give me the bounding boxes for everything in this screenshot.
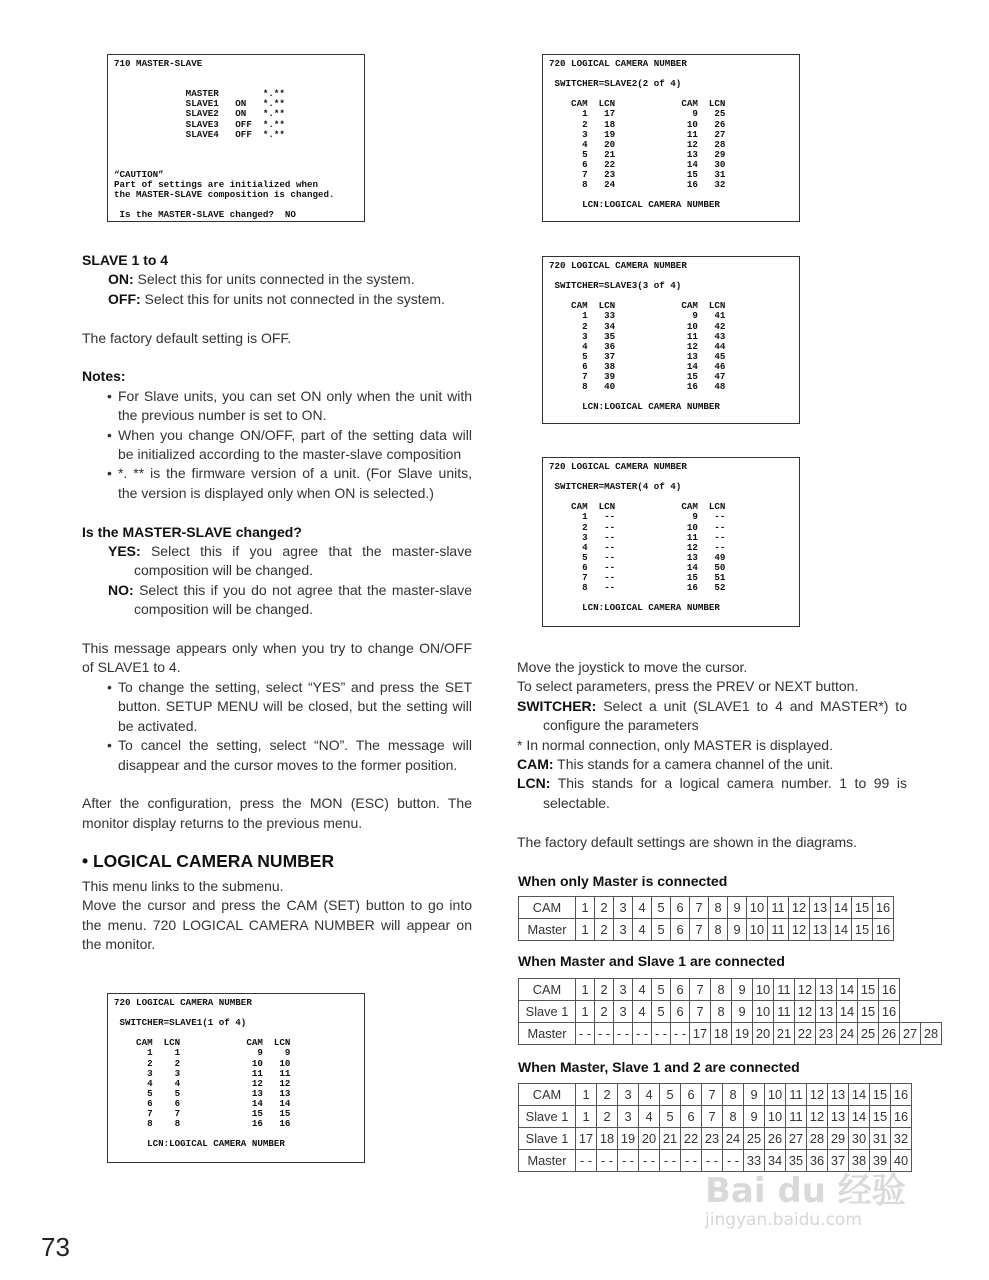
row-header-cell: CAM	[519, 1084, 576, 1106]
lcn-table-master-slave1-2	[518, 1083, 912, 1172]
table-cell: 4	[633, 897, 652, 919]
table-cell: - -	[723, 1150, 744, 1172]
after-configuration: After the configuration, press the MON (ESC) button. The monitor display returns to the previous menu.	[82, 795, 472, 831]
watermark-logo: Bai du 经验	[705, 1171, 906, 1211]
table-cell: 16	[879, 1001, 900, 1023]
table-cell: 21	[660, 1128, 681, 1150]
screen-720-text: 720 LOGICAL CAMERA NUMBER SWITCHER=SLAVE2(2 of 4) CAM LCN CAM LCN 1 17 9 25 2 18 10 26 3 19 11 27 4 20 12 28 5 21 13 29 6 22 14 30 7 23 15 31 8 24 16 32 LCN:LOGICAL CAMERA NUMBER	[549, 58, 726, 211]
table-cell: 11	[768, 919, 789, 941]
table-cell: - -	[614, 1023, 633, 1045]
table-cell: 11	[786, 1106, 807, 1128]
table-row	[519, 979, 942, 1001]
table-cell: - -	[595, 1023, 614, 1045]
table-cell: 1	[576, 1001, 595, 1023]
table-cell: 16	[891, 1084, 912, 1106]
table-cell: 6	[671, 979, 690, 1001]
table-cell: 22	[681, 1128, 702, 1150]
table-cell: 35	[786, 1150, 807, 1172]
table-cell: 33	[744, 1150, 765, 1172]
table-cell: 5	[660, 1084, 681, 1106]
table-cell: 20	[639, 1128, 660, 1150]
table-cell: 7	[690, 1001, 711, 1023]
table-cell: 6	[671, 919, 690, 941]
table-cell: - -	[671, 1023, 690, 1045]
table-cell: 3	[614, 1001, 633, 1023]
table-cell: 10	[765, 1084, 786, 1106]
table-cell: 23	[702, 1128, 723, 1150]
table-title: When only Master is connected	[518, 873, 728, 889]
off-description: OFF: Select this for units not connected in the system.	[108, 290, 445, 307]
screen-720-slave3	[542, 256, 800, 424]
table-cell: 2	[595, 1001, 614, 1023]
watermark-url: jingyan.baidu.com	[705, 1210, 862, 1230]
lcn-table-master-only	[518, 896, 894, 941]
table-cell: 13	[816, 979, 837, 1001]
table-cell: - -	[652, 1023, 671, 1045]
note-item: • When you change ON/OFF, part of the setting data will be initialized according to the master-slave composition	[82, 426, 472, 465]
table-cell: 12	[789, 897, 810, 919]
table-cell: 9	[732, 979, 753, 1001]
table-cell: - -	[597, 1150, 618, 1172]
table-row	[519, 1023, 942, 1045]
parameters-line: To select parameters, press the PREV or NEXT button.	[517, 678, 859, 695]
table-cell: 39	[870, 1150, 891, 1172]
table-cell: 13	[828, 1106, 849, 1128]
table-cell: 19	[732, 1023, 753, 1045]
table-cell: - -	[576, 1150, 597, 1172]
table-cell: 8	[711, 979, 732, 1001]
table-cell: 4	[639, 1084, 660, 1106]
table-cell: 11	[768, 897, 789, 919]
table-cell: 3	[614, 897, 633, 919]
message-paragraph: This message appears only when you try to change ON/OFF of SLAVE1 to 4.	[82, 640, 472, 676]
table-cell: 10	[747, 919, 768, 941]
table-row	[519, 1128, 912, 1150]
table-cell: 13	[828, 1084, 849, 1106]
table-cell: 1	[576, 1084, 597, 1106]
cam-description: CAM: This stands for a camera channel of the unit.	[517, 756, 834, 773]
screen-720-slave1	[107, 993, 365, 1163]
normal-connection-note: * In normal connection, only MASTER is displayed.	[517, 736, 833, 753]
factory-defaults-note: The factory default settings are shown in the diagrams.	[517, 833, 858, 850]
table-cell: 24	[723, 1128, 744, 1150]
table-cell: 1	[576, 979, 595, 1001]
screen-710-text: 710 MASTER-SLAVE MASTER *.** SLAVE1 ON *.** SLAVE2 ON *.** SLAVE3 OFF *.** SLAVE4 OFF *.** “CAUTION” Part of settings are initialized when the MASTER-SLAVE composition is changed. Is the MASTER-SLAVE changed? NO	[114, 58, 335, 221]
table-cell: 17	[690, 1023, 711, 1045]
screen-720-master	[542, 457, 800, 627]
row-header-cell: CAM	[519, 897, 576, 919]
page-number: 73	[41, 1232, 70, 1262]
slave-heading: SLAVE 1 to 4	[82, 252, 169, 268]
table-cell: 25	[744, 1128, 765, 1150]
table-title: When Master and Slave 1 are connected	[518, 953, 785, 969]
table-cell: 38	[849, 1150, 870, 1172]
table-cell: - -	[639, 1150, 660, 1172]
table-cell: 34	[765, 1150, 786, 1172]
table-cell: 25	[858, 1023, 879, 1045]
table-cell: 14	[837, 979, 858, 1001]
table-row	[519, 1106, 912, 1128]
screen-710-master-slave	[107, 54, 365, 222]
note-item: • *. ** is the firmware version of a unit. (For Slave units, the version is displayed only when ON is selected.)	[82, 464, 472, 503]
table-cell: 7	[702, 1084, 723, 1106]
table-cell: 5	[652, 897, 671, 919]
table-title: When Master, Slave 1 and 2 are connected	[518, 1059, 800, 1075]
table-cell: 18	[711, 1023, 732, 1045]
section-heading-logical-camera-number: • LOGICAL CAMERA NUMBER	[82, 851, 335, 871]
table-cell: 10	[747, 897, 768, 919]
table-cell: 5	[660, 1106, 681, 1128]
message-bullet: • To cancel the setting, select “NO”. The message will disappear and the cursor moves to the former position.	[82, 736, 472, 775]
table-cell: - -	[660, 1150, 681, 1172]
table-cell: 1	[576, 1106, 597, 1128]
table-cell: 17	[576, 1128, 597, 1150]
row-header-cell: Master	[519, 1023, 576, 1045]
table-cell: 20	[753, 1023, 774, 1045]
table-cell: 26	[879, 1023, 900, 1045]
table-cell: 7	[702, 1106, 723, 1128]
table-cell: 31	[870, 1128, 891, 1150]
table-cell: 27	[900, 1023, 921, 1045]
table-cell: 6	[681, 1106, 702, 1128]
table-cell: 15	[858, 979, 879, 1001]
table-cell: 2	[597, 1084, 618, 1106]
table-cell: 4	[633, 979, 652, 1001]
table-cell: 14	[849, 1084, 870, 1106]
switcher-description: SWITCHER: Select a unit (SLAVE1 to 4 and MASTER*) to configure the parameters	[517, 697, 907, 734]
table-cell: 4	[639, 1106, 660, 1128]
table-cell: - -	[633, 1023, 652, 1045]
table-cell: 19	[618, 1128, 639, 1150]
table-cell: 30	[849, 1128, 870, 1150]
table-cell: 5	[652, 979, 671, 1001]
table-cell: 15	[852, 919, 873, 941]
table-cell: 40	[891, 1150, 912, 1172]
table-cell: 8	[723, 1084, 744, 1106]
table-cell: 9	[728, 897, 747, 919]
table-cell: 4	[633, 919, 652, 941]
table-cell: 6	[671, 1001, 690, 1023]
table-cell: 22	[795, 1023, 816, 1045]
table-cell: 28	[921, 1023, 942, 1045]
table-cell: 16	[879, 979, 900, 1001]
table-cell: 7	[690, 919, 709, 941]
yes-description: YES: Select this if you agree that the master-slave composition will be changed.	[108, 543, 472, 579]
screen-720-text: 720 LOGICAL CAMERA NUMBER SWITCHER=SLAVE1(1 of 4) CAM LCN CAM LCN 1 1 9 9 2 2 10 10 3 3 11 11 4 4 12 12 5 5 13 13 6 6 14 14 7 7 15 15 8 8 16 16 LCN:LOGICAL CAMERA NUMBER	[114, 997, 291, 1150]
table-cell: 16	[873, 919, 894, 941]
table-cell: 14	[849, 1106, 870, 1128]
table-cell: 21	[774, 1023, 795, 1045]
table-cell: 2	[597, 1106, 618, 1128]
table-cell: - -	[681, 1150, 702, 1172]
table-cell: 11	[774, 979, 795, 1001]
table-cell: 18	[597, 1128, 618, 1150]
table-cell: 12	[795, 979, 816, 1001]
table-row	[519, 897, 894, 919]
table-cell: 4	[633, 1001, 652, 1023]
table-cell: 3	[618, 1106, 639, 1128]
table-cell: 14	[831, 919, 852, 941]
table-row	[519, 1084, 912, 1106]
table-cell: 11	[786, 1084, 807, 1106]
table-cell: 2	[595, 919, 614, 941]
table-cell: 8	[711, 1001, 732, 1023]
lcn-description: LCN: This stands for a logical camera number. 1 to 99 is selectable.	[517, 775, 907, 811]
table-cell: 10	[765, 1106, 786, 1128]
no-description: NO: Select this if you do not agree that the master-slave composition will be changed.	[108, 581, 472, 618]
joystick-line: Move the joystick to move the cursor.	[517, 659, 748, 675]
table-cell: 7	[690, 979, 711, 1001]
changed-heading: Is the MASTER-SLAVE changed?	[82, 523, 302, 540]
table-cell: 14	[837, 1001, 858, 1023]
row-header-cell: Slave 1	[519, 1128, 576, 1150]
table-cell: 1	[576, 919, 595, 941]
row-header-cell: Slave 1	[519, 1106, 576, 1128]
table-cell: 12	[807, 1106, 828, 1128]
table-cell: 6	[671, 897, 690, 919]
table-cell: 13	[810, 897, 831, 919]
table-cell: 9	[732, 1001, 753, 1023]
intro-line: This menu links to the submenu.	[82, 878, 284, 894]
table-cell: 8	[709, 919, 728, 941]
table-cell: 8	[709, 897, 728, 919]
table-cell: 16	[873, 897, 894, 919]
table-cell: 15	[858, 1001, 879, 1023]
table-cell: 23	[816, 1023, 837, 1045]
row-header-cell: CAM	[519, 979, 576, 1001]
table-cell: 2	[595, 979, 614, 1001]
table-cell: 9	[728, 919, 747, 941]
table-cell: 7	[690, 897, 709, 919]
table-cell: 5	[652, 919, 671, 941]
table-cell: 9	[744, 1084, 765, 1106]
table-cell: 13	[810, 919, 831, 941]
table-cell: 24	[837, 1023, 858, 1045]
table-row	[519, 1001, 942, 1023]
table-cell: 32	[891, 1128, 912, 1150]
row-header-cell: Slave 1	[519, 1001, 576, 1023]
table-cell: - -	[702, 1150, 723, 1172]
table-cell: 15	[870, 1084, 891, 1106]
table-cell: 12	[795, 1001, 816, 1023]
table-cell: - -	[618, 1150, 639, 1172]
table-cell: 29	[828, 1128, 849, 1150]
table-cell: 36	[807, 1150, 828, 1172]
table-cell: 28	[807, 1128, 828, 1150]
table-cell: 12	[789, 919, 810, 941]
table-cell: 10	[753, 979, 774, 1001]
table-cell: 3	[614, 919, 633, 941]
row-header-cell: Master	[519, 1150, 576, 1172]
table-cell: 6	[681, 1084, 702, 1106]
table-cell: 12	[807, 1084, 828, 1106]
table-cell: 15	[870, 1106, 891, 1128]
table-cell: 16	[891, 1106, 912, 1128]
left-column-text	[82, 251, 472, 833]
screen-720-text: 720 LOGICAL CAMERA NUMBER SWITCHER=MASTER(4 of 4) CAM LCN CAM LCN 1 -- 9 -- 2 -- 10 -- 3 -- 11 -- 4 -- 12 -- 5 -- 13 49 6 -- 14 50 7 -- 15 51 8 -- 16 52 LCN:LOGICAL CAMERA NUMBER	[549, 461, 726, 614]
table-row	[519, 919, 894, 941]
table-cell: 1	[576, 897, 595, 919]
table-cell: 13	[816, 1001, 837, 1023]
table-cell: - -	[576, 1023, 595, 1045]
on-description: ON: Select this for units connected in the system.	[108, 271, 415, 288]
intro-line: Move the cursor and press the CAM (SET) button to go into the menu. 720 LOGICAL CAMERA NUMBER will appear on the monitor.	[82, 897, 472, 953]
table-cell: 9	[744, 1106, 765, 1128]
table-cell: 3	[618, 1084, 639, 1106]
table-cell: 27	[786, 1128, 807, 1150]
message-bullet: • To change the setting, select “YES” and press the SET button. SETUP MENU will be closed, but the setting will be activated.	[82, 678, 472, 736]
logical-camera-intro	[82, 877, 472, 955]
row-header-cell: Master	[519, 919, 576, 941]
table-cell: 26	[765, 1128, 786, 1150]
table-cell: 8	[723, 1106, 744, 1128]
notes-heading: Notes:	[82, 368, 126, 385]
table-cell: 15	[852, 897, 873, 919]
table-cell: 11	[774, 1001, 795, 1023]
screen-720-slave2	[542, 54, 800, 222]
factory-default-note: The factory default setting is OFF.	[82, 329, 292, 346]
table-cell: 2	[595, 897, 614, 919]
table-cell: 37	[828, 1150, 849, 1172]
right-column-text	[517, 658, 907, 852]
table-cell: 14	[831, 897, 852, 919]
lcn-table-master-slave1	[518, 978, 942, 1045]
screen-720-text: 720 LOGICAL CAMERA NUMBER SWITCHER=SLAVE3(3 of 4) CAM LCN CAM LCN 1 33 9 41 2 34 10 42 3 35 11 43 4 36 12 44 5 37 13 45 6 38 14 46 7 39 15 47 8 40 16 48 LCN:LOGICAL CAMERA NUMBER	[549, 260, 726, 413]
table-cell: 3	[614, 979, 633, 1001]
table-cell: 5	[652, 1001, 671, 1023]
table-cell: 10	[753, 1001, 774, 1023]
note-item: • For Slave units, you can set ON only when the unit with the previous number is set to ON.	[82, 387, 472, 426]
